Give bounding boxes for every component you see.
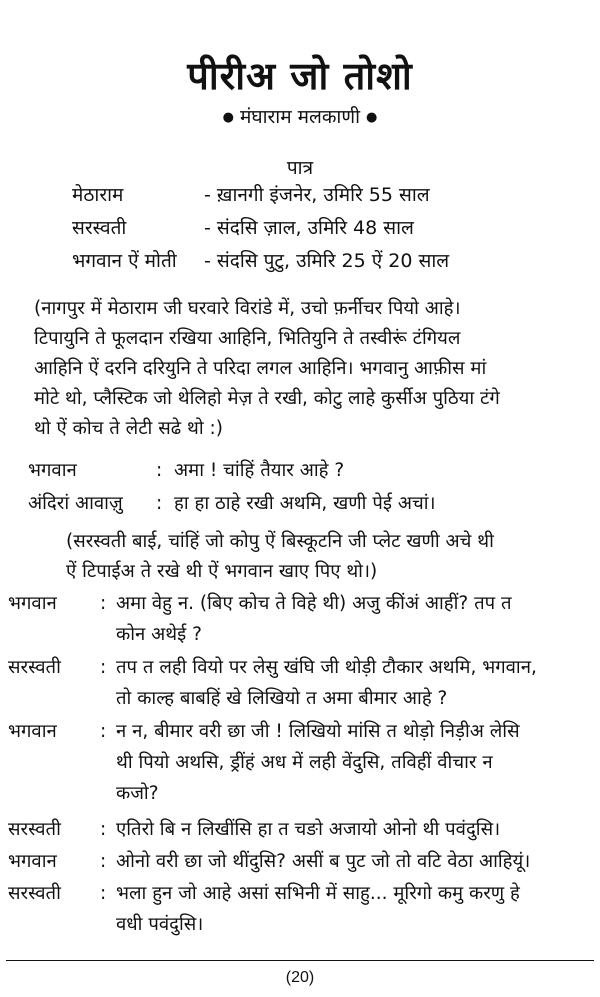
dialogue-text: [116, 716, 520, 809]
dialogue-line: ओनो वरी छा जो थींदुसि? असीं ब पुट जो तो वटि वेठा आहियूं।: [116, 851, 531, 872]
cast-description: - संदसि पुटु, उमिरि 25 ऐं 20 साल: [204, 250, 450, 272]
cast-row: [72, 213, 572, 243]
speaker-colon: :: [100, 593, 107, 614]
dialogue-line: तप त लही वियो पर लेसु खंघि जी थोड़ी टौकार अथमि, भगवान,: [116, 657, 537, 678]
speaker-name: अंदिरां आवाज़ु: [28, 493, 123, 514]
stage-direction: [66, 527, 586, 587]
cast-description: - ख़ानगी इंजनेर, उमिरि 55 साल: [204, 184, 430, 206]
dialogue-entry: [8, 814, 588, 845]
footer-rule: [6, 960, 594, 961]
cast-description: - संदसि ज़ाल, उमिरि 48 साल: [204, 217, 414, 239]
dialogue-line: भला हुन जो आहे असां सभिनी में साहु... मूरिगो कमु करणु हे: [116, 883, 520, 904]
dialogue-line: अमा वेहु न. (बिए कोच ते विहे थी) अजु कींअं आहीं? तप त: [116, 593, 512, 614]
author-name: मंघाराम मलकाणी: [239, 106, 361, 128]
dialogue-entry: [8, 846, 588, 877]
cast-row: [72, 246, 572, 276]
dialogue-text: [116, 652, 537, 714]
dialogue-entry: [8, 488, 588, 519]
setting-line: थो ऐं कोच ते लेटी सढे थो :): [34, 418, 223, 439]
speaker-colon: :: [100, 657, 107, 678]
speaker-name: भगवान: [28, 460, 77, 481]
dialogue-text: [116, 814, 500, 845]
dialogue-entry: [8, 455, 588, 486]
author-line: [0, 104, 600, 131]
speaker-name: सरस्वती: [8, 657, 61, 678]
ornament-left-icon: ●: [222, 109, 234, 125]
cast-name: सरस्वती: [72, 217, 127, 239]
cast-heading: पात्र: [286, 157, 314, 179]
cast-row: [72, 180, 572, 210]
dialogue-text: [116, 878, 520, 940]
dialogue-line: हा हा ठाहे रखी अथमि, खणी पेई अचां।: [174, 493, 436, 514]
dialogue-text: [174, 488, 436, 519]
dialogue-text: [174, 455, 344, 486]
ornament-right-icon: ●: [366, 109, 378, 125]
dialogue-line: कजो?: [116, 783, 159, 804]
dialogue-line: कोन अथेई ?: [116, 624, 202, 645]
speaker-name: सरस्वती: [8, 883, 61, 904]
dialogue-text: [116, 588, 512, 650]
setting-line: मोटे थो, प्लैस्टिक जो थेलिहो मेज़ ते रखी, कोटु लाहे कुर्सीअ पुठिया टंगे: [34, 388, 500, 409]
speaker-name: भगवान: [8, 593, 57, 614]
stage-line: (सरस्वती बाई, चांहिं जो कोपु ऐं बिस्कूटनि जी प्लेट खणी अचे थी: [66, 531, 494, 552]
speaker-name: भगवान: [8, 851, 57, 872]
speaker-colon: :: [156, 460, 163, 481]
dialogue-line: तो काल्ह बाबहिं खे लिखियो त अमा बीमार आहे ?: [116, 688, 448, 709]
dialogue-entry: [8, 652, 588, 714]
dialogue-line: एतिरो बि न लिखींसि हा त चङो अजायो ओनो थी पवंदुसि।: [116, 819, 501, 840]
dialogue-entry: [8, 588, 588, 650]
dialogue-entry: [8, 878, 588, 940]
speaker-colon: :: [156, 493, 163, 514]
dialogue-line: अमा ! चांहिं तैयार आहे ?: [174, 460, 345, 481]
speaker-name: भगवान: [8, 721, 57, 742]
speaker-colon: :: [100, 819, 107, 840]
dialogue-text: [116, 846, 530, 877]
speaker-colon: :: [100, 721, 107, 742]
setting-line: (नागपुर में मेठाराम जी घरवारे विरांडे में, उचो फ़र्नीचर पियो आहे।: [34, 298, 461, 319]
speaker-name: सरस्वती: [8, 819, 61, 840]
speaker-colon: :: [100, 883, 107, 904]
setting-paragraph: [34, 294, 570, 444]
stage-line: ऐं टिपाईअ ते रखे थी ऐं भगवान खाए पिए थो।): [66, 561, 378, 582]
setting-line: टिपायुनि ते फूलदान रखिया आहिनि, भितियुनि ते तस्वीरूं टंगियल: [34, 328, 461, 349]
page-number: (20): [285, 969, 315, 986]
page-title: पीरीअ जो तोशो: [187, 54, 413, 98]
dialogue-line: थी पियो अथसि, ड्रींहं अध में लही वेंदुसि, तविहीं वीचार न: [116, 752, 493, 773]
dialogue-entry: [8, 716, 588, 809]
dialogue-line: वधी पवंदुसि।: [116, 914, 204, 935]
speaker-colon: :: [100, 851, 107, 872]
setting-line: आहिनि ऐं दरनि दरियुनि ते परिदा लगल आहिनि। भगवानु आफ़ीस मां: [34, 358, 487, 379]
cast-name: भगवान ऐं मोती: [72, 250, 177, 272]
dialogue-line: न न, बीमार वरी छा जी ! लिखियो मांसि त थोड़ो निड़ीअ लेसि: [116, 721, 520, 742]
cast-name: मेठाराम: [72, 184, 124, 206]
